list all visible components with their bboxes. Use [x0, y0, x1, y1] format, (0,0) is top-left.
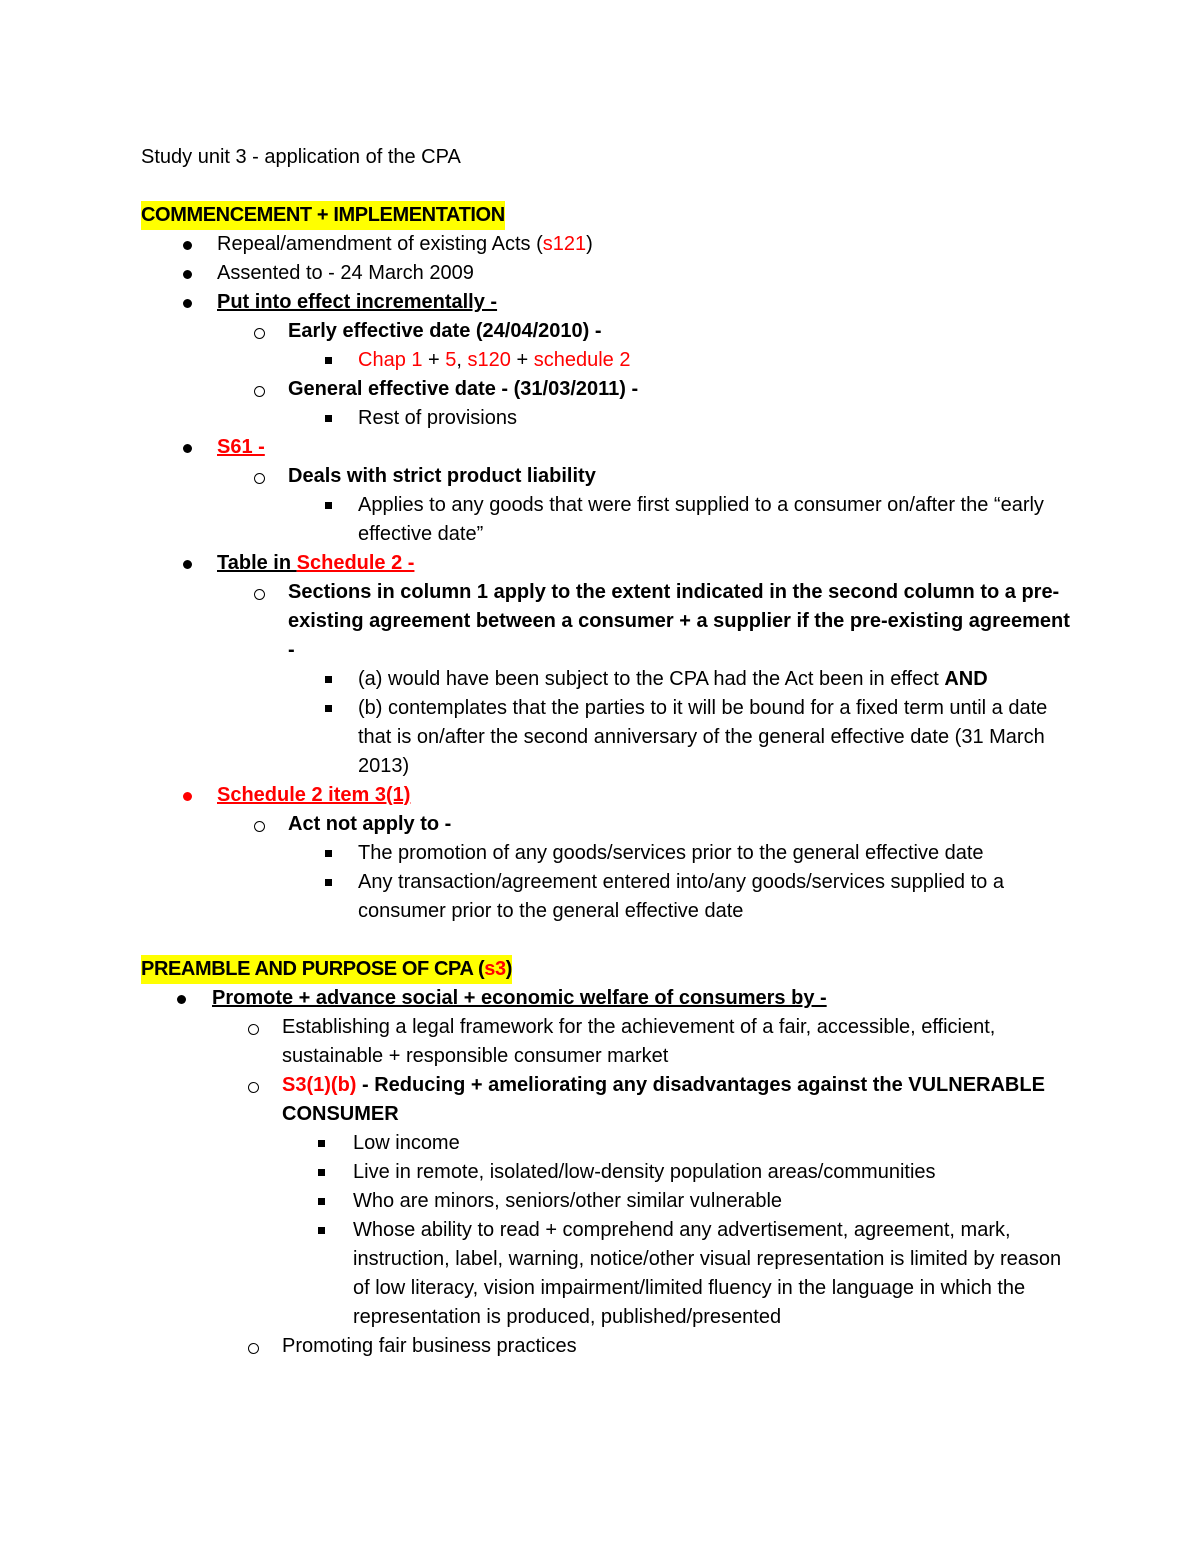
list-item: Table in Schedule 2 -	[141, 549, 1071, 578]
list-item: S61 -	[141, 433, 1071, 462]
list-item: Deals with strict product liability	[141, 462, 1071, 491]
bullet-circle-icon	[254, 473, 265, 484]
list-item: Repeal/amendment of existing Acts (s121)	[141, 230, 1071, 259]
bullet-square-icon	[325, 705, 332, 712]
list-item: Rest of provisions	[141, 404, 1071, 433]
list-item: Assented to - 24 March 2009	[141, 259, 1071, 288]
list-item: Applies to any goods that were first supplied to a consumer on/after the “early effective date”	[141, 491, 1071, 549]
bullet-square-icon	[325, 502, 332, 509]
bullet-square-icon	[325, 357, 332, 364]
list-item: Put into effect incrementally -	[141, 288, 1071, 317]
section-heading-preamble: PREAMBLE AND PURPOSE OF CPA (s3)	[141, 955, 512, 984]
bullet-circle-icon	[248, 1024, 259, 1035]
bullet-square-icon	[325, 850, 332, 857]
section-commencement	[141, 201, 1071, 926]
commencement-list	[141, 230, 1071, 926]
bullet-circle-icon	[254, 328, 265, 339]
bullet-square-icon	[325, 879, 332, 886]
bullet-disc-icon	[183, 444, 192, 453]
bullet-square-icon	[325, 676, 332, 683]
list-item: S3(1)(b) - Reducing + ameliorating any disadvantages against the VULNERABLE CONSUMER	[141, 1071, 1071, 1129]
preamble-list	[141, 984, 1071, 1361]
list-item: Promote + advance social + economic welfare of consumers by -	[141, 984, 1071, 1013]
bullet-square-icon	[325, 415, 332, 422]
list-item: Early effective date (24/04/2010) -	[141, 317, 1071, 346]
bullet-disc-icon	[183, 270, 192, 279]
list-item: Live in remote, isolated/low-density population areas/communities	[141, 1158, 1071, 1187]
section-preamble	[141, 955, 1071, 1361]
section-heading-commencement: COMMENCEMENT + IMPLEMENTATION	[141, 201, 505, 230]
bullet-disc-icon	[183, 560, 192, 569]
bullet-disc-icon	[177, 995, 186, 1004]
page-title: Study unit 3 - application of the CPA	[141, 146, 461, 168]
list-item: Establishing a legal framework for the achievement of a fair, accessible, efficient, sustainable + responsible consumer market	[141, 1013, 1071, 1071]
bullet-square-icon	[318, 1198, 325, 1205]
document-body	[141, 143, 1071, 1361]
bullet-disc-icon	[183, 241, 192, 250]
list-item: (a) would have been subject to the CPA had the Act been in effect AND	[141, 665, 1071, 694]
list-item: The promotion of any goods/services prior to the general effective date	[141, 839, 1071, 868]
bullet-disc-icon	[183, 792, 192, 801]
bullet-circle-icon	[254, 386, 265, 397]
bullet-circle-icon	[248, 1343, 259, 1354]
bullet-square-icon	[318, 1140, 325, 1147]
list-item: Whose ability to read + comprehend any advertisement, agreement, mark, instruction, label, warning, notice/other visual representation is limited by reason of low literacy, vision impairment/limited fluency in the language in which the representation is produced, published/presented	[141, 1216, 1071, 1332]
list-item: Who are minors, seniors/other similar vulnerable	[141, 1187, 1071, 1216]
bullet-circle-icon	[254, 589, 265, 600]
bullet-circle-icon	[254, 821, 265, 832]
list-item: (b) contemplates that the parties to it will be bound for a fixed term until a date that is on/after the second anniversary of the general effective date (31 March 2013)	[141, 694, 1071, 781]
list-item: Chap 1 + 5, s120 + schedule 2	[141, 346, 1071, 375]
bullet-circle-icon	[248, 1082, 259, 1093]
list-item: Sections in column 1 apply to the extent indicated in the second column to a pre-existing agreement between a consumer + a supplier if the pre-existing agreement -	[141, 578, 1071, 665]
section-reference: s121	[542, 233, 587, 255]
list-item: Low income	[141, 1129, 1071, 1158]
list-item: Act not apply to -	[141, 810, 1071, 839]
bullet-disc-icon	[183, 299, 192, 308]
bullet-square-icon	[318, 1169, 325, 1176]
list-item: Schedule 2 item 3(1)	[141, 781, 1071, 810]
section-reference: s3	[484, 958, 506, 980]
bullet-square-icon	[318, 1227, 325, 1234]
list-item: Promoting fair business practices	[141, 1332, 1071, 1361]
list-item: General effective date - (31/03/2011) -	[141, 375, 1071, 404]
list-item: Any transaction/agreement entered into/any goods/services supplied to a consumer prior to the general effective date	[141, 868, 1071, 926]
